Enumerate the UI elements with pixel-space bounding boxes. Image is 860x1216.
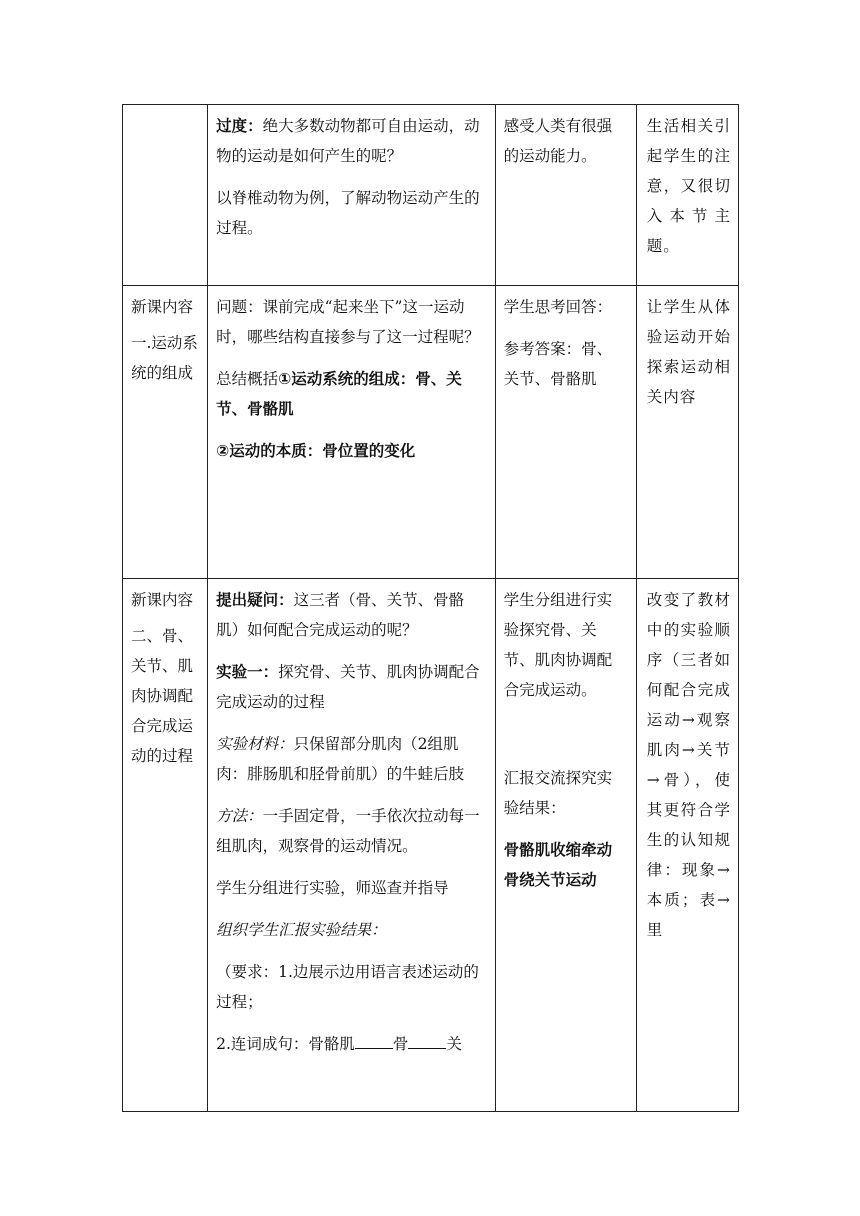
transition-text: 绝大多数动物都可自由运动，动物的运动是如何产生的呢？ bbox=[216, 117, 480, 165]
link-words-c: 关 bbox=[446, 1035, 462, 1053]
cell-paragraph: 汇报交流探究实验结果： bbox=[503, 769, 613, 817]
summary-prefix: 总结概括 bbox=[216, 370, 279, 388]
table-row bbox=[123, 105, 739, 286]
materials-label: 实验材料： bbox=[216, 735, 294, 753]
question-text: 问题：课前完成“起来坐下”这一运动时，哪些结构直接参与了这一过程呢？ bbox=[216, 298, 480, 346]
row1-col3-cell bbox=[495, 105, 636, 286]
cell-paragraph: 学生分组进行实验，师巡查并指导 bbox=[216, 879, 449, 897]
table-row bbox=[123, 579, 739, 1112]
row2-col3-cell bbox=[495, 286, 636, 579]
method-label: 方法： bbox=[216, 807, 263, 825]
raise-question-label: 提出疑问： bbox=[216, 591, 294, 609]
cell-paragraph: 改变了教材中的实验顺序（三者如何配合完成运动→观察肌肉→关节→骨），使其更符合学生的认知规律：现象→本质；表→里 bbox=[646, 591, 731, 939]
cell-paragraph: 生活相关引起学生的注意，又很切入本节主题。 bbox=[646, 117, 731, 255]
row3-col2-cell bbox=[208, 579, 495, 1112]
row3-col1-cell bbox=[123, 579, 208, 1112]
row1-col1-cell bbox=[123, 105, 208, 286]
cell-paragraph: 感受人类有很强的运动能力。 bbox=[503, 117, 613, 165]
requirement-text: （要求：1.边展示边用语言表述运动的过程； bbox=[216, 963, 479, 1011]
cell-paragraph: 以脊椎动物为例，了解动物运动产生的过程。 bbox=[216, 189, 480, 237]
lesson-plan-table bbox=[122, 104, 739, 1112]
cell-paragraph: 让学生从体验运动开始探索运动相关内容 bbox=[646, 298, 731, 406]
cell-paragraph: 一.运动系统的组成 bbox=[131, 334, 198, 382]
fill-blank bbox=[355, 1030, 393, 1049]
row1-col2-cell bbox=[208, 105, 495, 286]
row2-col4-cell bbox=[636, 286, 738, 579]
experiment-text: 探究骨、关节、肌肉协调配合完成运动的过程 bbox=[216, 663, 480, 711]
method-text: 一手固定骨，一手依次拉动每一组肌肉，观察骨的运动情况。 bbox=[216, 807, 480, 855]
row2-col2-cell bbox=[208, 286, 495, 579]
link-words-a: 2.连词成句：骨骼肌 bbox=[216, 1035, 355, 1053]
summary-bold-1: 运动系统的组成：骨、关节、骨骼肌 bbox=[216, 370, 462, 418]
cell-paragraph: 学生分组进行实验探究骨、关节、肌肉协调配合完成运动。 bbox=[503, 591, 613, 699]
materials-text: 只保留部分肌肉（2组肌肉：腓肠肌和胫骨前肌）的牛蛙后肢 bbox=[216, 735, 465, 783]
link-words-b: 骨 bbox=[392, 1035, 409, 1053]
cell-paragraph: 参考答案：骨、关节、骨骼肌 bbox=[503, 340, 613, 388]
conclusion-bold: 骨骼肌收缩牵动骨绕关节运动 bbox=[503, 841, 613, 889]
cell-paragraph: 新课内容 bbox=[131, 591, 194, 609]
summary-bold-2: 运动的本质：骨位置的变化 bbox=[229, 442, 416, 460]
cell-paragraph: 学生思考回答： bbox=[503, 298, 613, 316]
table-row bbox=[123, 286, 739, 579]
report-instruction: 组织学生汇报实验结果： bbox=[216, 921, 387, 939]
experiment-label: 实验一： bbox=[216, 663, 279, 681]
row2-col1-cell bbox=[123, 286, 208, 579]
cell-paragraph: 二、骨、关节、肌肉协调配合完成运动的过程 bbox=[131, 627, 194, 765]
row3-col3-cell bbox=[495, 579, 636, 1112]
cell-paragraph: 新课内容 bbox=[131, 298, 194, 316]
circled-number-1: ① bbox=[278, 370, 292, 388]
circled-number-2: ② bbox=[216, 442, 230, 460]
transition-label: 过度： bbox=[216, 117, 263, 135]
row1-col4-cell bbox=[636, 105, 738, 286]
fill-blank bbox=[408, 1030, 446, 1049]
row3-col4-cell bbox=[636, 579, 738, 1112]
raise-question-text: 这三者（骨、关节、骨骼肌）如何配合完成运动的呢？ bbox=[216, 591, 465, 639]
